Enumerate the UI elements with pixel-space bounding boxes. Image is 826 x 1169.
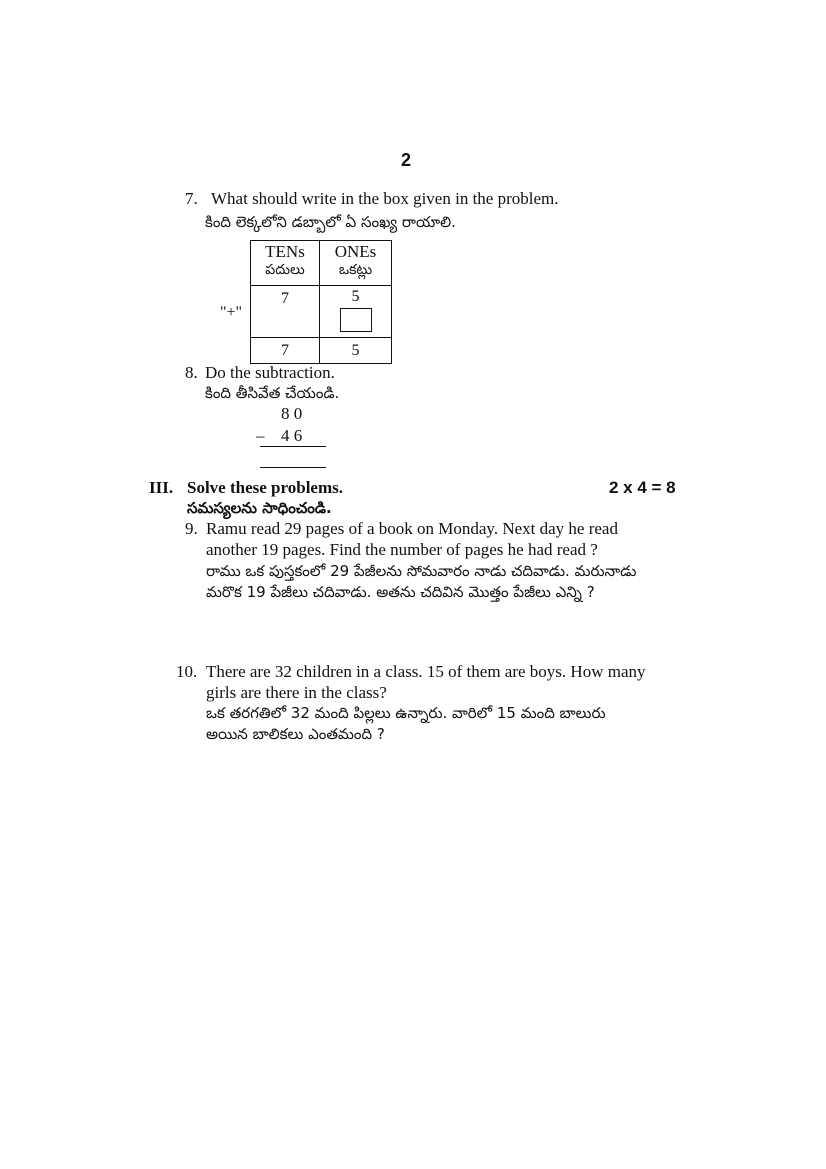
q10-number: 10. <box>176 662 198 681</box>
q9-line-te-2: మరొక 19 పేజీలు చదివాడు. అతను చదివిన మొత్తం పేజీలు ఎన్ని ? <box>206 583 595 601</box>
q8-answer-line[interactable] <box>260 467 326 468</box>
q10-line-te-2: అయిన బాలికలు ఎంతమంది ? <box>206 725 385 743</box>
section-title-te: సమస్యలను సాధించండి. <box>187 499 332 517</box>
row3-ones: 5 <box>320 338 392 364</box>
q9-line-en-1: Ramu read 29 pages of a book on Monday. Next day he read <box>206 519 618 538</box>
section-marks: 2 x 4 = 8 <box>609 478 676 497</box>
q9-line-en-2: another 19 pages. Find the number of pages he had read ? <box>206 540 598 559</box>
plus-operator: "+" <box>220 304 243 321</box>
q8-minuend: 8 0 <box>281 404 303 423</box>
page-number: 2 <box>400 150 411 170</box>
q7-number: 7. <box>185 189 198 208</box>
q8-number: 8. <box>185 363 198 382</box>
ones-label-en: ONEs <box>334 242 377 261</box>
q9-number: 9. <box>185 519 198 538</box>
tens-header <box>251 241 320 286</box>
ones-header <box>320 241 392 286</box>
q8-subtrahend: 4 6 <box>281 426 303 445</box>
q7-text-en: What should write in the box given in the problem. <box>211 189 559 208</box>
row1-tens: 7 <box>251 286 320 338</box>
q7-text-te: కింది లెక్కలోని డబ్బాలో ఏ సంఖ్య రాయాలి. <box>205 213 456 231</box>
q8-rule-top <box>260 446 326 447</box>
section-title-en: Solve these problems. <box>187 478 343 497</box>
place-value-table <box>250 240 392 364</box>
q9-line-te-1: రాము ఒక పుస్తకంలో 29 పేజీలను సోమవారం నాడు చదివాడు. మరునాడు <box>206 562 637 580</box>
q10-line-en-2: girls are there in the class? <box>206 683 387 702</box>
answer-box[interactable] <box>340 308 372 332</box>
q10-line-en-1: There are 32 children in a class. 15 of them are boys. How many <box>206 662 646 681</box>
tens-label-en: TENs <box>265 242 305 261</box>
row3-tens: 7 <box>251 338 320 364</box>
q8-text-en: Do the subtraction. <box>205 363 335 382</box>
q8-minus-sign: – <box>256 426 265 445</box>
section-numeral: III. <box>149 478 174 497</box>
q8-text-te: కింది తీసివేత చేయండి. <box>205 384 340 402</box>
q10-line-te-1: ఒక తరగతిలో 32 మంది పిల్లలు ఉన్నారు. వారిలో 15 మంది బాలురు <box>206 704 606 722</box>
tens-label-te: పదులు <box>265 262 305 278</box>
ones-label-te: ఒకట్లు <box>338 262 373 278</box>
row1-ones: 5 <box>320 286 392 338</box>
